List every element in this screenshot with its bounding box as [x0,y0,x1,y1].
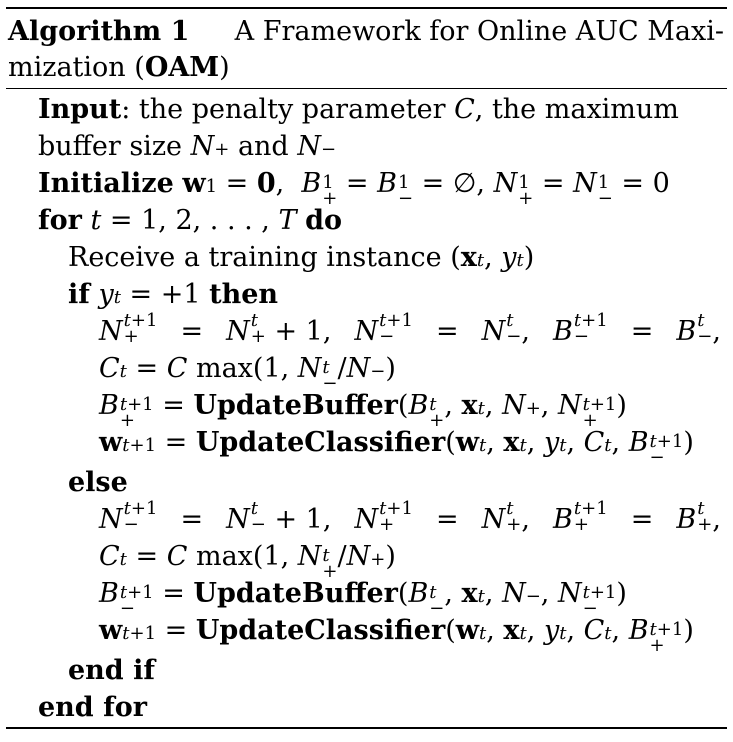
receive-line: Receive a training instance ( x t , y t ) [68,240,534,276]
else-keyword: else [68,467,128,498]
receive-text: Receive a training instance [68,242,442,273]
update-classifier-pos: w t+1 = UpdateClassifier ( w t , x t , y t , C t , B t+1 − ) [99,427,694,468]
top-rule [6,7,727,9]
for-keyword: for [38,205,82,236]
ct-update-neg: C t = C max (1, N t + / N + ) [99,541,396,582]
ct-update-pos: C t = C max (1, N t − / N − ) [99,353,396,394]
penalty-symbol: C [454,94,475,125]
algorithm-acronym: OAM [144,52,220,83]
if-line: if y t = +1 then [68,277,278,313]
input-text-2: , the maximum [474,94,679,125]
initialize-line: Initialize w 1 = 0 , B 1 + = B 1 − = ∅, N 1 + = N 1 − = 0 [38,168,670,209]
update-classifier-neg: w t+1 = UpdateClassifier ( w t , x t , y t , C t , B t+1 + ) [99,615,694,656]
caption-title-part1: A Framework for Online AUC Maxi- [234,16,724,47]
count-update-pos: N t+1 + = N t + + 1, N t+1 − = N t − , B t+1 − = B t − , [99,309,721,347]
end-for-line [38,690,147,726]
algorithm-caption [8,14,724,86]
input-text: : the penalty parameter [121,94,446,125]
input-continuation: buffer size N + and N − [38,129,336,165]
update-buffer-call: UpdateBuffer [193,578,398,609]
if-keyword: if [68,279,90,310]
update-buffer-pos: B t+1 + = UpdateBuffer ( B t + , x t , N + , N t+1 + ) [99,390,627,431]
bottom-rule [6,727,727,729]
update-classifier-call: UpdateClassifier [195,615,446,646]
caption-title-suffix: ) [219,52,230,83]
end-if-line [68,653,155,689]
do-keyword: do [305,205,342,236]
max-operator: max [195,541,253,572]
algorithm-label: Algorithm 1 [8,16,190,47]
update-buffer-call: UpdateBuffer [193,390,398,421]
caption-rule [6,88,727,89]
for-line: for t = 1, 2, . . . , T do [38,203,342,239]
update-classifier-call: UpdateClassifier [195,427,446,458]
buffer-size-text: buffer size [38,131,183,162]
caption-title-prefix: mization ( [8,52,145,83]
and-text: and [237,131,289,162]
then-keyword: then [209,279,279,310]
max-operator: max [195,353,253,384]
input-line [38,92,721,128]
input-keyword: Input [38,94,122,125]
initialize-keyword: Initialize [38,168,174,199]
update-buffer-neg: B t+1 − = UpdateBuffer ( B t − , x t , N − , N t+1 − ) [99,578,627,619]
end-if-keyword: end if [68,655,155,686]
count-update-neg: N t+1 − = N t − + 1, N t+1 + = N t + , B t+1 + = B t + , [99,497,721,535]
caption-line-2 [8,50,724,86]
else-line [68,465,128,501]
caption-line-1 [8,14,724,50]
for-range: = 1, 2, . . . , [109,205,270,236]
end-for-keyword: end for [38,692,147,723]
